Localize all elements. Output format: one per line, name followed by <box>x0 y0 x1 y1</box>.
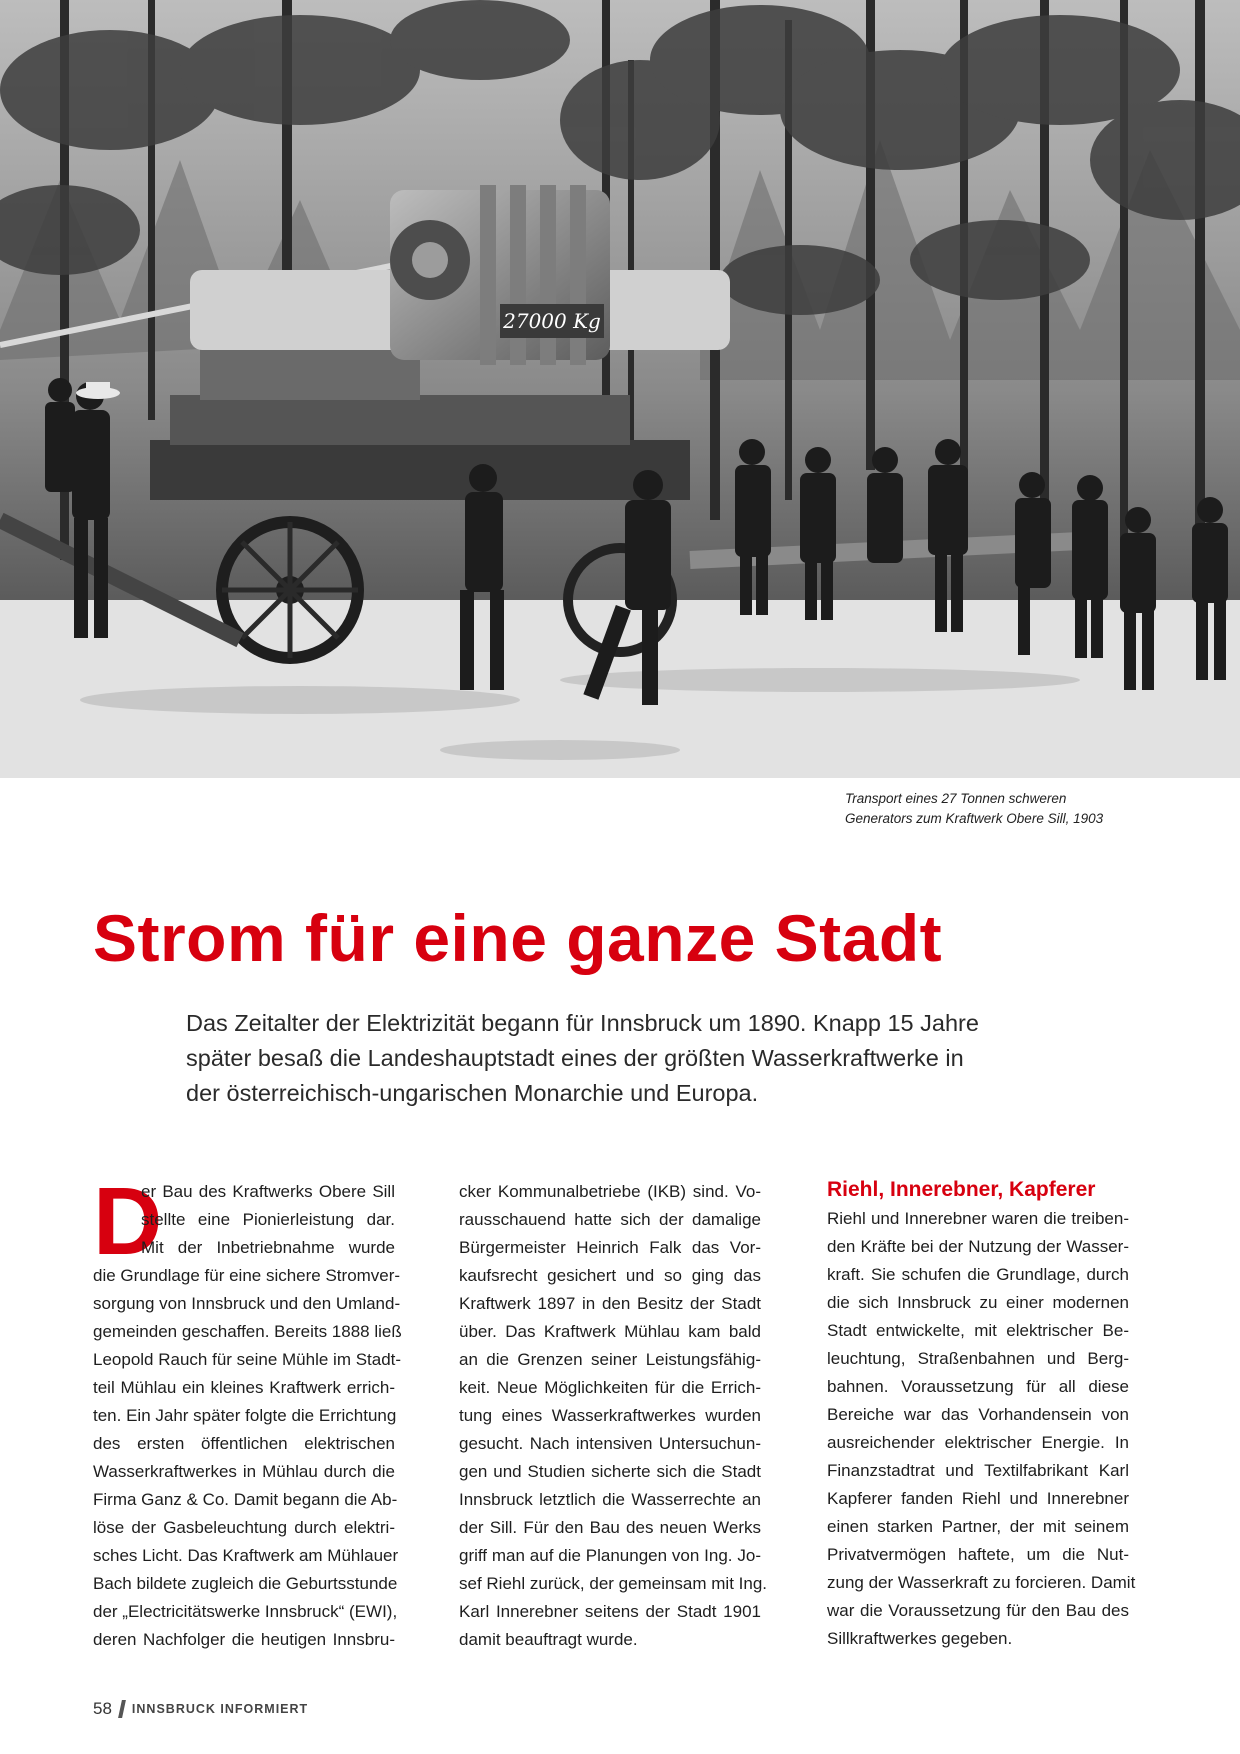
page-footer <box>93 1697 308 1721</box>
text-line: ausreichender elektrischer Energie. In <box>827 1433 1129 1452</box>
text-line: bahnen. Voraussetzung für all diese <box>827 1377 1129 1396</box>
text-line: gesucht. Nach intensiven Untersuchun- <box>459 1434 761 1453</box>
lead-paragraph <box>186 1006 1066 1111</box>
text-line: des ersten öffentlichen elektrischen <box>93 1434 395 1453</box>
text-line: griff man auf die Planungen von Ing. Jo- <box>459 1546 761 1565</box>
text-line: Riehl und Innerebner waren die treiben- <box>827 1209 1129 1228</box>
text-line: er Bau des Kraftwerks Obere Sill <box>141 1182 395 1201</box>
drop-cap: D <box>93 1168 163 1275</box>
text-line: löse der Gasbeleuchtung durch elektri- <box>93 1518 395 1537</box>
text-line: Leopold Rauch für seine Mühle im Stadt- <box>93 1350 402 1369</box>
photo-illustration <box>0 0 1240 778</box>
caption-line: Generators zum Kraftwerk Obere Sill, 1903 <box>845 811 1104 826</box>
text-line: Stadt entwickelte, mit elektrischer Be- <box>827 1321 1129 1340</box>
text-line: gemeinden geschaffen. Bereits 1888 ließ <box>93 1322 402 1341</box>
text-line: Mit der Inbetriebnahme wurde <box>141 1238 395 1257</box>
text-line: Karl Innerebner seitens der Stadt 1901 <box>459 1602 761 1621</box>
text-line: Wasserkraftwerkes in Mühlau durch die <box>93 1462 395 1481</box>
body-column-3 <box>827 1205 1136 1653</box>
lead-line: der österreichisch-ungarischen Monarchie und Europa. <box>186 1080 759 1106</box>
weight-marking: 27000 Kg <box>503 309 601 333</box>
text-line: an die Grenzen seiner Leistungsfähig- <box>459 1350 761 1369</box>
lead-line: später besaß die Landeshauptstadt eines der größten Wasserkraftwerke in <box>186 1045 964 1071</box>
text-line: Sillkraftwerkes gegeben. <box>827 1629 1013 1648</box>
text-line: deren Nachfolger die heutigen Innsbru- <box>93 1630 395 1649</box>
text-line: die Grundlage für eine sichere Stromver- <box>93 1266 401 1285</box>
text-line: der „Electricitätswerke Innsbruck“ (EWI), <box>93 1602 398 1621</box>
wagon-wheel <box>222 522 358 658</box>
text-line: damit beauftragt wurde. <box>459 1630 638 1649</box>
text-line: kraft. Sie schufen die Grundlage, durch <box>827 1265 1129 1284</box>
text-line: rausschauend hatte sich der damalige <box>459 1210 761 1229</box>
lead-line: Das Zeitalter der Elektrizität begann für Innsbruck um 1890. Knapp 15 Jahre <box>186 1010 979 1036</box>
text-line: ten. Ein Jahr später folgte die Errichtung <box>93 1406 397 1425</box>
body-column-1 <box>93 1168 402 1654</box>
divider-slash-icon <box>118 1700 126 1718</box>
text-line: Firma Ganz & Co. Damit begann die Ab- <box>93 1490 398 1509</box>
text-line: Kraftwerk 1897 in den Besitz der Stadt <box>459 1294 761 1313</box>
text-line: Innsbruck letztlich die Wasserrechte an <box>459 1490 761 1509</box>
text-line: die sich Innsbruck zu einer modernen <box>827 1293 1129 1312</box>
page-number: 58 <box>93 1699 112 1718</box>
text-line: leuchtung, Straßenbahnen und Berg- <box>827 1349 1129 1368</box>
caption-line: Transport eines 27 Tonnen schweren <box>845 791 1067 806</box>
body-column-2 <box>459 1178 768 1654</box>
text-line: Bach bildete zugleich die Geburtsstunde <box>93 1574 398 1593</box>
text-line: Privatvermögen haftete, um die Nut- <box>827 1545 1129 1564</box>
text-line: Finanzstadtrat und Textilfabrikant Karl <box>827 1461 1129 1480</box>
text-line: keit. Neue Möglichkeiten für die Errich- <box>459 1378 761 1397</box>
text-line: stellte eine Pionierleistung dar. <box>141 1210 395 1229</box>
text-line: sef Riehl zurück, der gemeinsam mit Ing. <box>459 1574 768 1593</box>
text-line: gen und Studien sicherte sich die Stadt <box>459 1462 761 1481</box>
text-line: zung der Wasserkraft zu forcieren. Damit <box>827 1573 1136 1592</box>
text-line: den Kräfte bei der Nutzung der Wasser- <box>827 1237 1129 1256</box>
text-line: über. Das Kraftwerk Mühlau kam bald <box>459 1322 761 1341</box>
text-line: einen starken Partner, der mit seinem <box>827 1517 1129 1536</box>
photo-caption <box>845 789 1145 829</box>
text-line: cker Kommunalbetriebe (IKB) sind. Vo- <box>459 1182 761 1201</box>
text-line: Bereiche war das Vorhandensein von <box>827 1405 1129 1424</box>
text-line: sorgung von Innsbruck und den Umland- <box>93 1294 401 1313</box>
text-line: war die Voraussetzung für den Bau des <box>827 1601 1129 1620</box>
text-line: tung eines Wasserkraftwerkes wurden <box>459 1406 761 1425</box>
text-line: kaufsrecht gesichert und so ging das <box>459 1266 761 1285</box>
section-subheading: Riehl, Innerebner, Kapferer <box>827 1178 1096 1201</box>
text-line: Bürgermeister Heinrich Falk das Vor- <box>459 1238 761 1257</box>
publication-name: INNSBRUCK INFORMIERT <box>131 1702 309 1716</box>
text-line: teil Mühlau ein kleines Kraftwerk errich- <box>93 1378 395 1397</box>
historic-photo <box>0 0 1240 778</box>
article-headline: Strom für eine ganze Stadt <box>93 901 943 975</box>
text-line: sches Licht. Das Kraftwerk am Mühlauer <box>93 1546 399 1565</box>
text-line: Kapferer fanden Riehl und Innerebner <box>827 1489 1129 1508</box>
text-line: der Sill. Für den Bau des neuen Werks <box>459 1518 761 1537</box>
